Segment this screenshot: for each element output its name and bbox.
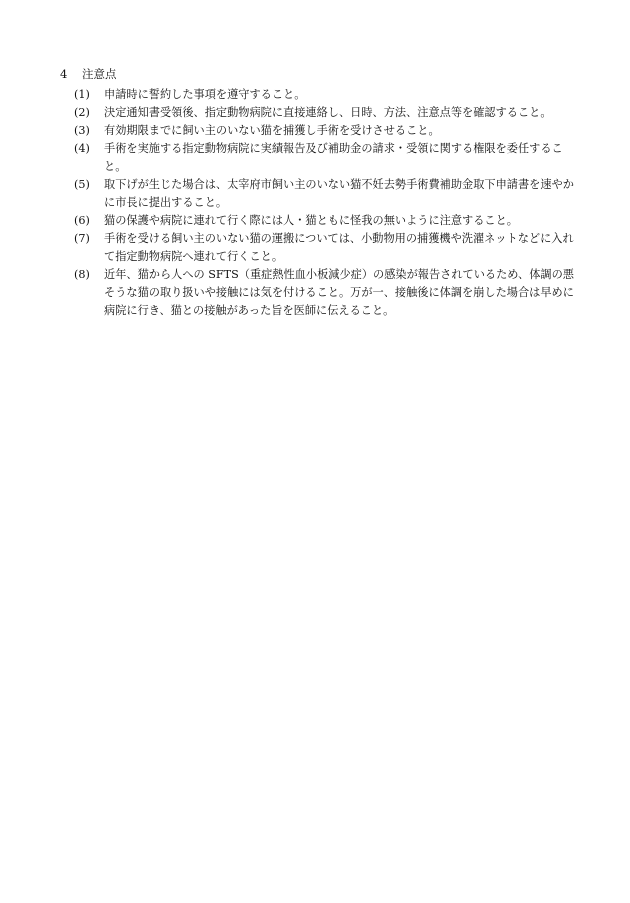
item-text: 手術を受ける飼い主のいない猫の運搬については、小動物用の捕獲機や洗濯ネットなどに入れて指定動物病院へ連れて行くこと。: [104, 232, 574, 263]
item-text: 手術を実施する指定動物病院に実績報告及び補助金の請求・受領に関する権限を委任すること。: [104, 142, 563, 173]
list-item: [74, 230, 580, 266]
item-number: (3): [74, 124, 90, 137]
list-item: [74, 266, 580, 320]
item-number: (8): [74, 268, 90, 281]
item-number: (1): [74, 88, 90, 101]
item-number: (4): [74, 142, 90, 155]
item-number: (7): [74, 232, 90, 245]
item-number: (5): [74, 178, 90, 191]
item-text: 取下げが生じた場合は、太宰府市飼い主のいない猫不妊去勢手術費補助金取下申請書を速やかに市長に提出すること。: [104, 178, 574, 209]
section-title: 注意点: [82, 67, 117, 81]
section-heading: [60, 66, 117, 82]
list-item: [74, 122, 580, 140]
item-text: 決定通知書受領後、指定動物病院に直接連絡し、日時、方法、注意点等を確認すること。: [104, 106, 552, 119]
section-number: 4: [60, 67, 68, 81]
list-item: [74, 212, 580, 230]
item-number: (6): [74, 214, 90, 227]
item-number: (2): [74, 106, 90, 119]
item-text: 有効期限までに飼い主のいない猫を捕獲し手術を受けさせること。: [104, 124, 440, 137]
notes-list: [74, 86, 580, 320]
list-item: [74, 176, 580, 212]
item-text: 猫の保護や病院に連れて行く際には人・猫ともに怪我の無いように注意すること。: [104, 214, 518, 227]
item-text: 近年、猫から人への SFTS（重症熱性血小板減少症）の感染が報告されているため、体調の悪そうな猫の取り扱いや接触には気を付けること。万が一、接触後に体調を崩した場合は早めに病院に行き、猫との接触があった旨を医師に伝えること。: [104, 268, 574, 317]
list-item: [74, 86, 580, 104]
list-item: [74, 104, 580, 122]
list-item: [74, 140, 580, 176]
item-text: 申請時に誓約した事項を遵守すること。: [104, 88, 306, 101]
